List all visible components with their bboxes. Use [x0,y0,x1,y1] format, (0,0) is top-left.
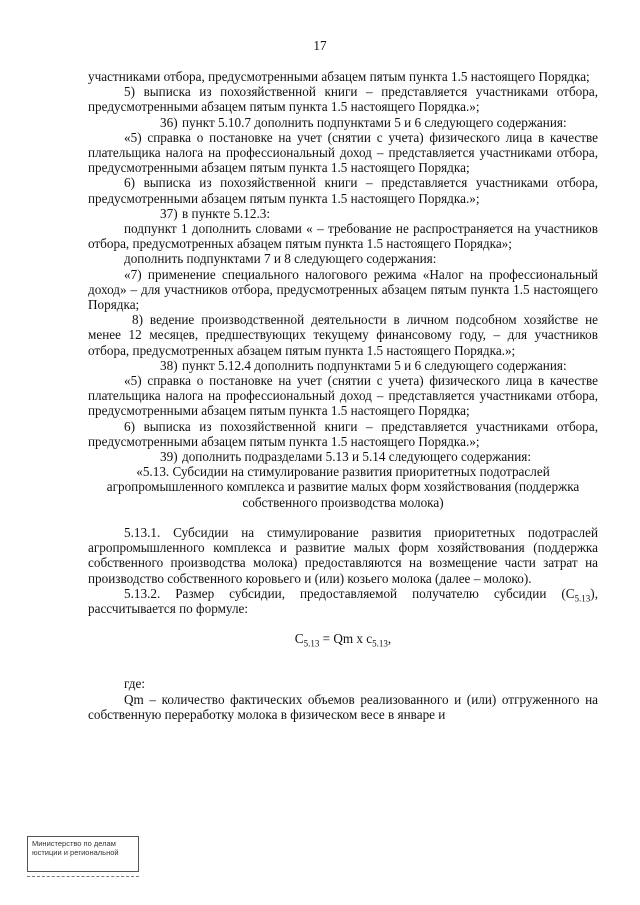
paragraph [88,692,598,722]
paragraph-text: – количество фактических объемов реализованного и (или) отгруженного на собственную переработку молока в физическом весе в январе и [88,691,599,722]
paragraph: 6) выписка из похозяйственной книги – представляется участниками отбора, предусмотренными абзацем пятым пункта 1.5 настоящего Порядка.»; [88,418,598,449]
document-body [88,69,598,722]
section-heading: «5.13. Субсидии на стимулирование развития приоритетных подотраслей агропромышленного комплекса и развитие малых форм хозяйствования (поддержка собственного производства молока) [106,464,580,510]
paragraph: 5.13.1. Субсидии на стимулирование развития приоритетных подотраслей агропромышленного комплекса и развитие малых форм хозяйствования (поддержка собственного производства молока) предоставляются на возмещение части затрат на производство собственного коровьего и (или) козьего молока (далее – молоко). [88,524,598,586]
page-number: 17 [313,38,327,53]
paragraph: 6) выписка из похозяйственной книги – представляется участниками отбора, предусмотренными абзацем пятым пункта 1.5 настоящего Порядка.»; [88,175,598,206]
item-number: 37) [160,205,178,221]
paragraph [88,358,598,373]
item-number: 36) [160,114,178,130]
paragraph: 5.13.2. Размер субсидии, предоставляемой получателю субсидии $(С_{5.13})$, рассчитывается по формуле: [88,585,598,616]
paragraph [88,115,598,130]
paragraph [88,449,598,464]
paragraph-text: в пункте 5.12.3: [182,205,271,221]
paragraph [88,206,598,221]
item-number: 39) [160,449,178,465]
paragraph-text: дополнить подразделами 5.13 и 5.14 следующего содержания: [182,449,532,465]
paragraph: «5) справка о постановке на учет (снятии с учета) физического лица в качестве плательщика налога на профессиональный доход – представляется участниками отбора, предусмотренными абзацем пятым пункта 1.5 настоящего Порядка; [88,129,598,176]
paragraph: «5) справка о постановке на учет (снятии с учета) физического лица в качестве плательщика налога на профессиональный доход – представляется участниками отбора, предусмотренными абзацем пятым пункта 1.5 настоящего Порядка; [88,373,598,419]
formula: $С_{5.13} = Qm$ х $с_{5.13}$, [294,631,392,649]
paragraph: где: [124,676,145,692]
registration-stamp [27,836,139,872]
paragraph-text: пункт 5.10.7 дополнить подпунктами 5 и 6 следующего содержания: [182,114,567,130]
paragraph-text: пункт 5.12.4 дополнить подпунктами 5 и 6 следующего содержания: [182,357,567,373]
paragraph: участниками отбора, предусмотренными абзацем пятым пункта 1.5 настоящего Порядка; [88,69,590,84]
stamp-text: Министерство по делам [32,839,116,848]
paragraph: 8) ведение производственной деятельности в личном подсобном хозяйстве не менее 12 месяцев, предшествующих текущему финансовому году, – для участников отбора, предусмотренных абзацем пятым пункта 1.5 настоящего Порядка.»; [88,312,598,358]
stamp-divider [27,876,139,877]
paragraph: 5) выписка из похозяйственной книги – представляется участниками отбора, предусмотренными абзацем пятым пункта 1.5 настоящего Порядка.»; [88,84,598,115]
paragraph: дополнить подпунктами 7 и 8 следующего содержания: [124,251,437,267]
paragraph: подпункт 1 дополнить словами « – требование не распространяется на участников отбора, предусмотренных абзацем пятым пункта 1.5 настоящего Порядка»; [88,221,598,252]
stamp-text: юстиции и региональной [32,848,119,857]
paragraph: «7) применение специального налогового режима «Налог на профессиональный доход» – для участников отбора, предусмотренных абзацем пятым пункта 1.5 настоящего Порядка; [88,266,598,313]
item-number: 38) [160,357,178,373]
variable-name: Qm [124,691,144,707]
